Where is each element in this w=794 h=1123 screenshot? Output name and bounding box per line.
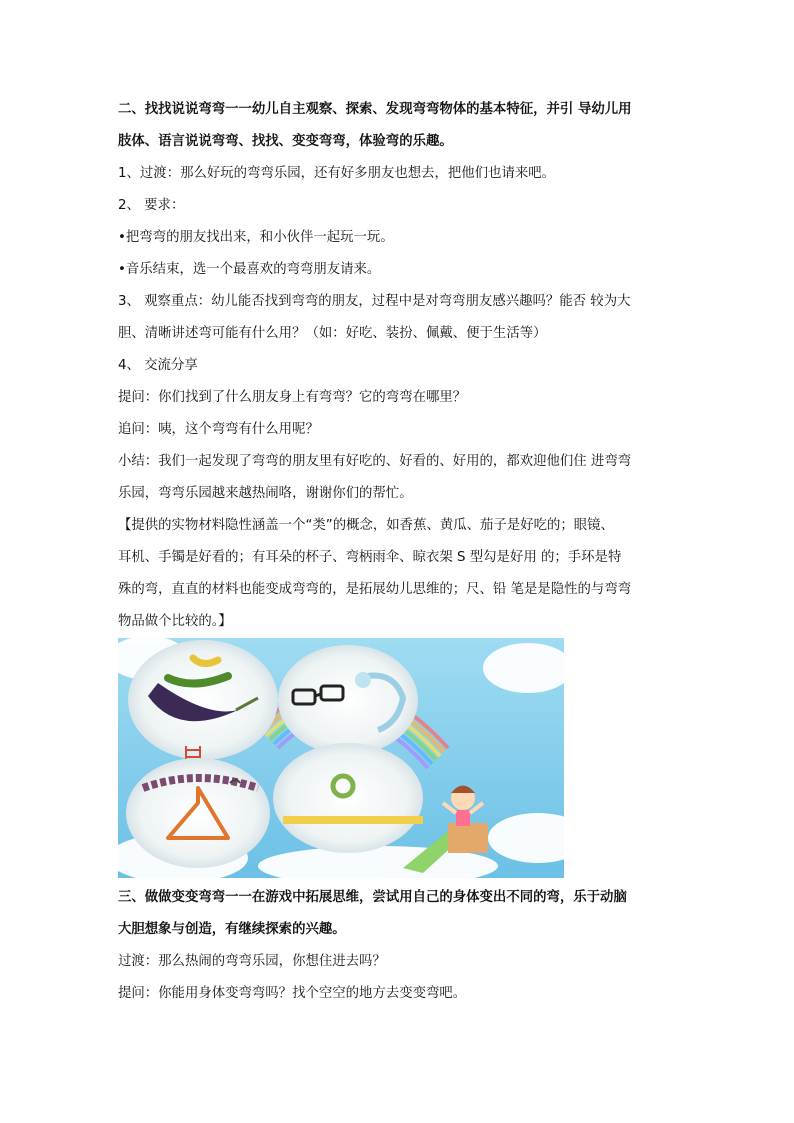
observation-item-line2: 胆、清晰讲述弯可能有什么用？（如：好吃、装扮、佩戴、便于生活等） — [118, 326, 547, 341]
note-line1: 【提供的实物材料隐性涵盖一个“类”的概念，如香蕉、黄瓜、茄子是好吃的；眼镜、 — [118, 518, 614, 533]
question-line: 提问：你们找到了什么朋友身上有弯弯？它的弯弯在哪里？ — [118, 390, 467, 405]
section3-transition-line: 过渡：那么热闹的弯弯乐园，你想住进去吗？ — [118, 954, 386, 969]
observation-item-line1: 3、 观察重点：幼儿能否找到弯弯的朋友，过程中是对弯弯朋友感兴趣吗？能否 较为大 — [118, 294, 631, 309]
requirement-bullet: •把弯弯的朋友找出来，和小伙伴一起玩一玩。 — [118, 230, 394, 245]
transition-item: 1、过渡：那么好玩的弯弯乐园，还有好多朋友也想去，把他们也请来吧。 — [118, 166, 556, 181]
sharing-item: 4、 交流分享 — [118, 358, 198, 373]
section2-heading-line1: 二、找找说说弯弯一一幼儿自主观察、探索、发现弯弯物体的基本特征，并引 导幼儿用 — [118, 102, 632, 117]
section3-heading-line2: 大胆想象与创造，有继续探索的兴趣。 — [118, 922, 346, 937]
note-line2: 耳机、手镯是好看的；有耳朵的杯子、弯柄雨伞、晾衣架 S 型勾是好用 的；手环是特 — [118, 550, 622, 565]
follow-up-question-line: 追问：咦，这个弯弯有什么用呢？ — [118, 422, 319, 437]
note-line4: 物品做个比较的。】 — [118, 614, 232, 629]
curved-objects-photo — [118, 638, 564, 878]
summary-line2: 乐园，弯弯乐园越来越热闹咯，谢谢你们的帮忙。 — [118, 486, 413, 501]
note-line3: 殊的弯，直直的材料也能变成弯弯的，是拓展幼儿思维的；尺、铅 笔是是隐性的与弯弯 — [118, 582, 632, 597]
requirements-item: 2、 要求： — [118, 198, 185, 213]
summary-line1: 小结：我们一起发现了弯弯的朋友里有好吃的、好看的、好用的，都欢迎他们住 进弯弯 — [118, 454, 632, 469]
section2-heading-line2: 肢体、语言说说弯弯、找找、变变弯弯，体验弯的乐趣。 — [118, 134, 453, 149]
section3-heading-line1: 三、做做变变弯弯一一在游戏中拓展思维，尝试用自己的身体变出不同的弯，乐于动脑 — [118, 890, 627, 905]
curved-objects-collage-icon — [118, 638, 564, 878]
section3-question-line: 提问：你能用身体变弯弯吗？找个空空的地方去变变弯吧。 — [118, 986, 467, 1001]
requirement-bullet: •音乐结束，选一个最喜欢的弯弯朋友请来。 — [118, 262, 381, 277]
